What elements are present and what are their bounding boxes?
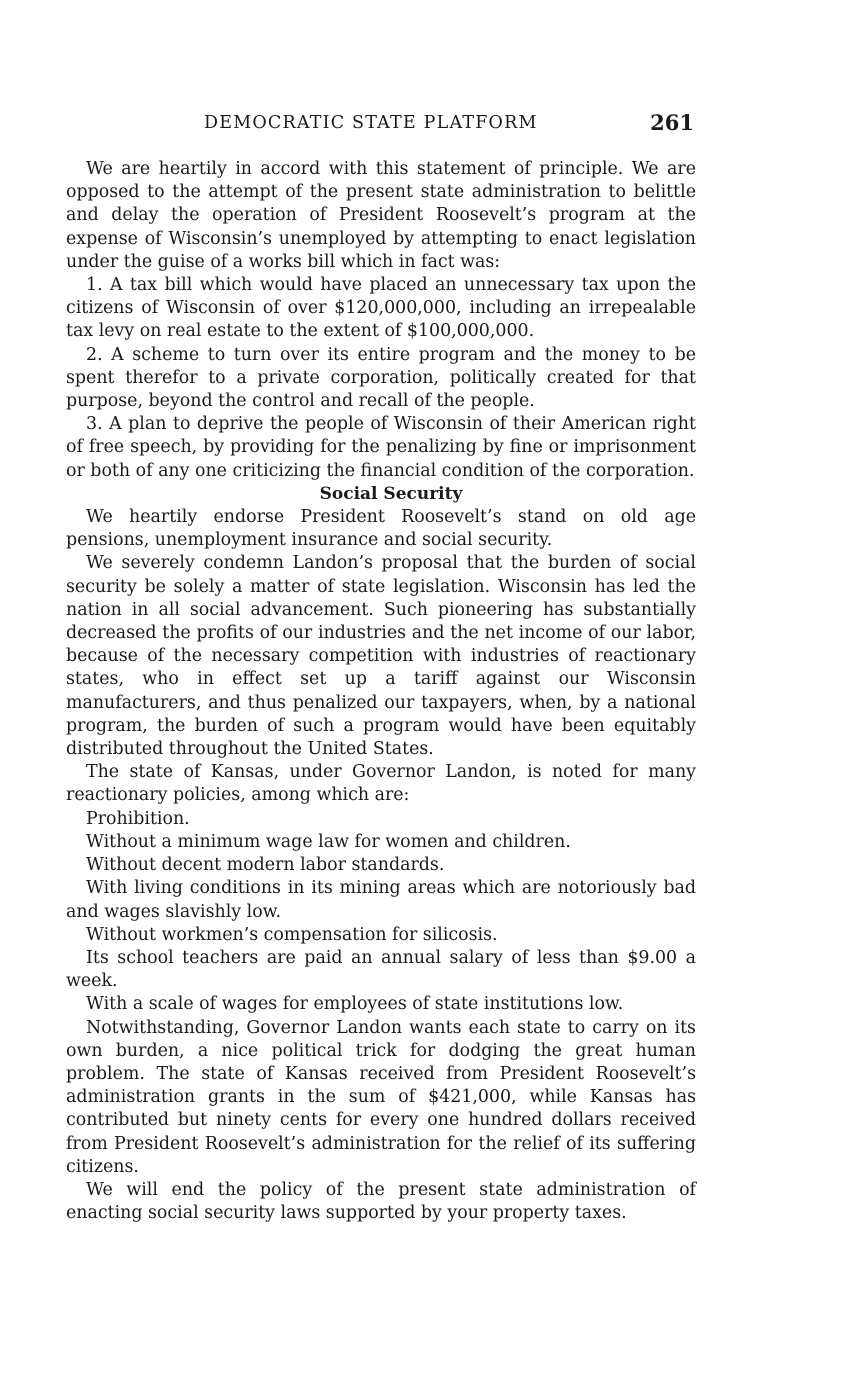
list-item: Without decent modern labor standards. bbox=[86, 855, 445, 876]
paragraph: 2. A scheme to turn over its entire program and the money to be spent therefor to a private corporation, politically created for that purpose, beyond the control and recall of the people. bbox=[66, 344, 696, 412]
paragraph: Notwithstanding, Governor Landon wants each state to carry on its own burden, a nice political trick for dodging the great human problem. The state of Kansas received from President Roosevelt’s administration grants in the sum of $421,000, while Kansas has contributed but ninety cents for every one hundred dollars received from President Roosevelt’s administration for the relief of its suffering citizens. bbox=[66, 1017, 696, 1177]
list-item: With living conditions in its mining areas which are notoriously bad and wages slavishly low. bbox=[66, 878, 696, 922]
list-item: Without a minimum wage law for women and children. bbox=[86, 831, 571, 852]
list-item: With a scale of wages for employees of state institutions low. bbox=[86, 994, 624, 1015]
paragraph: We will end the policy of the present state administration of enacting social security laws supported by your property taxes. bbox=[66, 1179, 696, 1224]
list-item: Without workmen’s compensation for silicosis. bbox=[86, 924, 498, 945]
running-header bbox=[66, 110, 694, 138]
running-title: DEMOCRATIC STATE PLATFORM bbox=[204, 113, 538, 133]
list-item: Its school teachers are paid an annual salary of less than $9.00 a week. bbox=[66, 947, 696, 992]
paragraph: The state of Kansas, under Governor Landon, is noted for many reactionary policies, among which are: bbox=[66, 762, 696, 806]
body-text bbox=[66, 158, 696, 1225]
paragraph: 3. A plan to deprive the people of Wisconsin of their American right of free speech, by providing for the penalizing by fine or imprisonment or both of any one criticizing the financial condition of the corporation. bbox=[66, 414, 696, 481]
paragraph: 1. A tax bill which would have placed an unnecessary tax upon the citizens of Wisconsin of over $120,000,000, including an irrepealable tax levy on real estate to the extent of $100,000,000. bbox=[66, 275, 696, 342]
section-heading: Social Security bbox=[319, 483, 463, 504]
paragraph: We severely condemn Landon’s proposal that the burden of social security be solely a matter of state legislation. Wisconsin has led the nation in all social advancement. Such pioneering has substantially decreased the profits of our industries and the net income of our labor, because of the necessary competition with industries of reactionary states, who in effect set up a tariff against our Wisconsin manufacturers, and thus penalized our taxpayers, when, by a national program, the burden of such a program would have been equitably distributed throughout the United States. bbox=[66, 553, 696, 760]
paragraph: We are heartily in accord with this statement of principle. We are opposed to the attempt of the present state administration to belittle and delay the operation of President Roosevelt’s program at the expense of Wisconsin’s unemployed by attempting to enact legislation under the guise of a works bill which in fact was: bbox=[66, 159, 696, 272]
paragraph: We heartily endorse President Roosevelt’s stand on old age pensions, unemployment insurance and social security. bbox=[66, 507, 696, 551]
list-item: Prohibition. bbox=[86, 808, 190, 829]
page-number: 261 bbox=[650, 110, 694, 135]
